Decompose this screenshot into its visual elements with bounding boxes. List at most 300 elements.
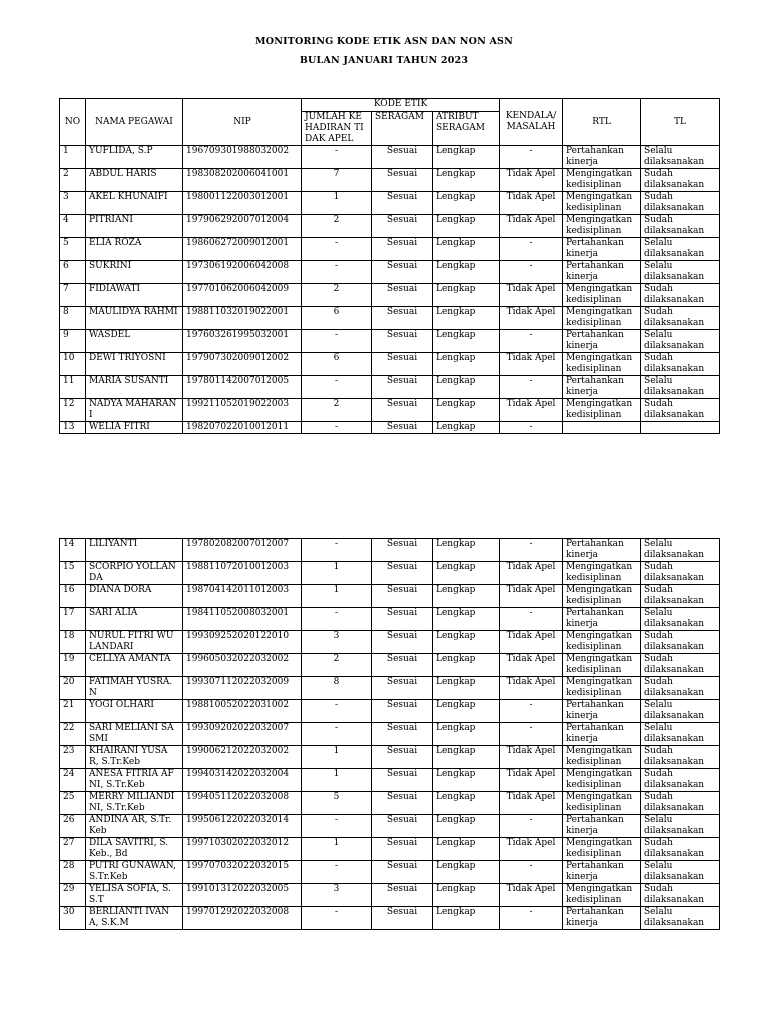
table-row — [60, 792, 720, 815]
cell-rtl: Mengingatkan kedisiplinan — [563, 654, 641, 677]
header-nama-pegawai: NAMA PEGAWAI — [86, 99, 183, 146]
cell-rtl: Pertahankan kinerja — [563, 907, 641, 930]
header-jumlah: JUMLAH KE HADIRAN TI DAK APEL — [302, 112, 372, 146]
cell-jumlah: 1 — [302, 769, 372, 792]
table-row — [60, 769, 720, 792]
cell-kendala: - — [500, 608, 563, 631]
cell-tl: Sudah dilaksanakan — [641, 585, 720, 608]
cell-seragam: Sesuai — [372, 562, 433, 585]
cell-rtl: Pertahankan kinerja — [563, 723, 641, 746]
cell-nama-pegawai: DILA SAVITRI, S. Keb., Bd — [86, 838, 183, 861]
cell-kendala: Tidak Apel — [500, 769, 563, 792]
header-atribut: ATRIBUT SERAGAM — [433, 112, 500, 146]
cell-tl: Sudah dilaksanakan — [641, 654, 720, 677]
cell-seragam: Sesuai — [372, 884, 433, 907]
cell-nama-pegawai: LILIYANTI — [86, 539, 183, 562]
cell-nip: 199605032022032002 — [183, 654, 302, 677]
cell-no: 12 — [60, 399, 86, 422]
cell-nip: 199309252020122010 — [183, 631, 302, 654]
table-body-part-1 — [60, 146, 720, 434]
cell-seragam: Sesuai — [372, 861, 433, 884]
cell-jumlah: - — [302, 238, 372, 261]
cell-seragam: Sesuai — [372, 215, 433, 238]
cell-nama-pegawai: AKEL KHUNAIFI — [86, 192, 183, 215]
cell-tl — [641, 422, 720, 434]
cell-kendala: Tidak Apel — [500, 399, 563, 422]
document-subtitle: BULAN JANUARI TAHUN 2023 — [299, 55, 469, 66]
table-row — [60, 192, 720, 215]
cell-no: 20 — [60, 677, 86, 700]
cell-nip: 199710302022032012 — [183, 838, 302, 861]
cell-atribut: Lengkap — [433, 585, 500, 608]
cell-jumlah: 1 — [302, 746, 372, 769]
cell-kendala: - — [500, 238, 563, 261]
cell-nama-pegawai: YOGI OLHARI — [86, 700, 183, 723]
cell-tl: Sudah dilaksanakan — [641, 769, 720, 792]
cell-seragam: Sesuai — [372, 261, 433, 284]
cell-nama-pegawai: PITRIANI — [86, 215, 183, 238]
table-row — [60, 238, 720, 261]
cell-jumlah: 7 — [302, 169, 372, 192]
cell-nip: 198411052008032001 — [183, 608, 302, 631]
cell-seragam: Sesuai — [372, 723, 433, 746]
cell-no: 17 — [60, 608, 86, 631]
cell-rtl: Mengingatkan kedisiplinan — [563, 838, 641, 861]
cell-seragam: Sesuai — [372, 146, 433, 169]
cell-seragam: Sesuai — [372, 838, 433, 861]
cell-atribut: Lengkap — [433, 422, 500, 434]
cell-jumlah: - — [302, 261, 372, 284]
cell-tl: Sudah dilaksanakan — [641, 399, 720, 422]
cell-kendala: Tidak Apel — [500, 192, 563, 215]
cell-seragam: Sesuai — [372, 585, 433, 608]
cell-no: 6 — [60, 261, 86, 284]
cell-rtl: Mengingatkan kedisiplinan — [563, 769, 641, 792]
cell-nama-pegawai: SUKRINI — [86, 261, 183, 284]
cell-kendala: - — [500, 261, 563, 284]
cell-tl: Selalu dilaksanakan — [641, 907, 720, 930]
cell-tl: Sudah dilaksanakan — [641, 307, 720, 330]
cell-rtl: Mengingatkan kedisiplinan — [563, 215, 641, 238]
cell-no: 13 — [60, 422, 86, 434]
cell-seragam: Sesuai — [372, 815, 433, 838]
cell-rtl: Mengingatkan kedisiplinan — [563, 792, 641, 815]
cell-nama-pegawai: WELIA FITRI — [86, 422, 183, 434]
cell-kendala: Tidak Apel — [500, 746, 563, 769]
cell-jumlah: 8 — [302, 677, 372, 700]
cell-jumlah: 5 — [302, 792, 372, 815]
cell-rtl: Mengingatkan kedisiplinan — [563, 562, 641, 585]
cell-rtl: Mengingatkan kedisiplinan — [563, 169, 641, 192]
cell-atribut: Lengkap — [433, 399, 500, 422]
cell-jumlah: - — [302, 723, 372, 746]
cell-seragam: Sesuai — [372, 169, 433, 192]
cell-tl: Sudah dilaksanakan — [641, 169, 720, 192]
cell-kendala: - — [500, 700, 563, 723]
cell-nama-pegawai: MARIA SUSANTI — [86, 376, 183, 399]
cell-atribut: Lengkap — [433, 330, 500, 353]
cell-nama-pegawai: CELLYA AMANTA — [86, 654, 183, 677]
cell-nama-pegawai: NADYA MAHARAN I — [86, 399, 183, 422]
cell-jumlah: 2 — [302, 215, 372, 238]
cell-nip: 199211052019022003 — [183, 399, 302, 422]
cell-nama-pegawai: ABDUL HARIS — [86, 169, 183, 192]
table-row — [60, 838, 720, 861]
cell-atribut: Lengkap — [433, 608, 500, 631]
cell-kendala: - — [500, 907, 563, 930]
cell-atribut: Lengkap — [433, 562, 500, 585]
cell-nip: 197907302009012002 — [183, 353, 302, 376]
cell-atribut: Lengkap — [433, 815, 500, 838]
cell-nama-pegawai: WASDEL — [86, 330, 183, 353]
cell-nama-pegawai: SARI MELIANI SA SMI — [86, 723, 183, 746]
cell-seragam: Sesuai — [372, 769, 433, 792]
cell-rtl: Mengingatkan kedisiplinan — [563, 746, 641, 769]
cell-kendala: Tidak Apel — [500, 677, 563, 700]
cell-no: 8 — [60, 307, 86, 330]
cell-no: 2 — [60, 169, 86, 192]
cell-tl: Selalu dilaksanakan — [641, 376, 720, 399]
cell-nama-pegawai: ANESA FITRIA AF NI, S.Tr.Keb — [86, 769, 183, 792]
cell-rtl: Mengingatkan kedisiplinan — [563, 284, 641, 307]
cell-jumlah: 1 — [302, 192, 372, 215]
cell-tl: Selalu dilaksanakan — [641, 330, 720, 353]
cell-no: 27 — [60, 838, 86, 861]
cell-jumlah: - — [302, 861, 372, 884]
cell-rtl: Pertahankan kinerja — [563, 539, 641, 562]
header-kode-etik: KODE ETIK — [302, 99, 500, 112]
cell-nama-pegawai: DIANA DORA — [86, 585, 183, 608]
cell-no: 10 — [60, 353, 86, 376]
cell-tl: Sudah dilaksanakan — [641, 562, 720, 585]
cell-tl: Sudah dilaksanakan — [641, 746, 720, 769]
cell-tl: Sudah dilaksanakan — [641, 215, 720, 238]
cell-jumlah: - — [302, 330, 372, 353]
table-row — [60, 631, 720, 654]
cell-rtl: Mengingatkan kedisiplinan — [563, 307, 641, 330]
cell-no: 5 — [60, 238, 86, 261]
cell-nip: 199006212022032002 — [183, 746, 302, 769]
cell-rtl: Mengingatkan kedisiplinan — [563, 353, 641, 376]
cell-nip: 199403142022032004 — [183, 769, 302, 792]
cell-tl: Sudah dilaksanakan — [641, 884, 720, 907]
cell-atribut: Lengkap — [433, 746, 500, 769]
cell-kendala: Tidak Apel — [500, 631, 563, 654]
cell-nama-pegawai: FATIMAH YUSRA. N — [86, 677, 183, 700]
cell-rtl: Mengingatkan kedisiplinan — [563, 677, 641, 700]
cell-nama-pegawai: ANDINA AR, S.Tr. Keb — [86, 815, 183, 838]
monitoring-table-part-2 — [59, 538, 720, 930]
cell-seragam: Sesuai — [372, 792, 433, 815]
cell-atribut: Lengkap — [433, 146, 500, 169]
table-row — [60, 422, 720, 434]
cell-nama-pegawai: DEWI TRIYOSNI — [86, 353, 183, 376]
cell-nip: 198810052022031002 — [183, 700, 302, 723]
document-title: MONITORING KODE ETIK ASN DAN NON ASN — [255, 36, 513, 47]
cell-atribut: Lengkap — [433, 769, 500, 792]
cell-kendala: - — [500, 330, 563, 353]
cell-jumlah: 1 — [302, 562, 372, 585]
cell-kendala: Tidak Apel — [500, 215, 563, 238]
cell-kendala: - — [500, 861, 563, 884]
cell-no: 18 — [60, 631, 86, 654]
cell-seragam: Sesuai — [372, 284, 433, 307]
cell-rtl: Pertahankan kinerja — [563, 261, 641, 284]
header-tl: TL — [641, 99, 720, 146]
cell-tl: Selalu dilaksanakan — [641, 146, 720, 169]
cell-no: 4 — [60, 215, 86, 238]
cell-seragam: Sesuai — [372, 700, 433, 723]
cell-tl: Sudah dilaksanakan — [641, 631, 720, 654]
cell-nip: 198606272009012001 — [183, 238, 302, 261]
cell-nip: 198308202006041001 — [183, 169, 302, 192]
cell-jumlah: - — [302, 146, 372, 169]
table-row — [60, 146, 720, 169]
cell-atribut: Lengkap — [433, 631, 500, 654]
cell-jumlah: 2 — [302, 284, 372, 307]
cell-atribut: Lengkap — [433, 261, 500, 284]
table-row — [60, 261, 720, 284]
cell-atribut: Lengkap — [433, 677, 500, 700]
cell-atribut: Lengkap — [433, 307, 500, 330]
cell-tl: Sudah dilaksanakan — [641, 192, 720, 215]
table-row — [60, 723, 720, 746]
cell-no: 26 — [60, 815, 86, 838]
cell-kendala: - — [500, 422, 563, 434]
cell-tl: Selalu dilaksanakan — [641, 238, 720, 261]
cell-nip: 199307112022032009 — [183, 677, 302, 700]
cell-seragam: Sesuai — [372, 654, 433, 677]
cell-nip: 198811032019022001 — [183, 307, 302, 330]
cell-nip: 199701292022032008 — [183, 907, 302, 930]
cell-jumlah: 6 — [302, 307, 372, 330]
cell-jumlah: - — [302, 608, 372, 631]
table-row — [60, 861, 720, 884]
table-row — [60, 307, 720, 330]
table-row — [60, 654, 720, 677]
cell-rtl: Mengingatkan kedisiplinan — [563, 631, 641, 654]
cell-seragam: Sesuai — [372, 608, 433, 631]
header-nip: NIP — [183, 99, 302, 146]
cell-tl: Selalu dilaksanakan — [641, 861, 720, 884]
cell-seragam: Sesuai — [372, 353, 433, 376]
cell-tl: Selalu dilaksanakan — [641, 815, 720, 838]
table-row — [60, 585, 720, 608]
cell-nip: 199405112022032008 — [183, 792, 302, 815]
cell-no: 15 — [60, 562, 86, 585]
cell-atribut: Lengkap — [433, 654, 500, 677]
cell-kendala: Tidak Apel — [500, 884, 563, 907]
cell-jumlah: - — [302, 376, 372, 399]
cell-atribut: Lengkap — [433, 192, 500, 215]
cell-seragam: Sesuai — [372, 330, 433, 353]
cell-nip: 197306192006042008 — [183, 261, 302, 284]
cell-nip: 198811072010012003 — [183, 562, 302, 585]
cell-nip: 197603261995032001 — [183, 330, 302, 353]
table-row — [60, 815, 720, 838]
cell-kendala: Tidak Apel — [500, 792, 563, 815]
table-row — [60, 608, 720, 631]
cell-nama-pegawai: MERRY MILIANDI NI, S.Tr.Keb — [86, 792, 183, 815]
cell-nip: 199309202022032007 — [183, 723, 302, 746]
cell-jumlah: 6 — [302, 353, 372, 376]
cell-atribut: Lengkap — [433, 861, 500, 884]
cell-nama-pegawai: FIDIAWATI — [86, 284, 183, 307]
cell-rtl: Mengingatkan kedisiplinan — [563, 399, 641, 422]
cell-rtl: Pertahankan kinerja — [563, 700, 641, 723]
cell-rtl: Pertahankan kinerja — [563, 376, 641, 399]
header-kendala: KENDALA/ MASALAH — [500, 99, 563, 146]
table-row — [60, 884, 720, 907]
cell-seragam: Sesuai — [372, 907, 433, 930]
cell-nama-pegawai: ELIA ROZA — [86, 238, 183, 261]
cell-no: 3 — [60, 192, 86, 215]
cell-atribut: Lengkap — [433, 723, 500, 746]
cell-tl: Selalu dilaksanakan — [641, 539, 720, 562]
header-no: NO — [60, 99, 86, 146]
cell-kendala: - — [500, 815, 563, 838]
cell-no: 22 — [60, 723, 86, 746]
cell-jumlah: 1 — [302, 585, 372, 608]
cell-jumlah: 2 — [302, 654, 372, 677]
cell-jumlah: - — [302, 422, 372, 434]
cell-nama-pegawai: YUFLIDA, S.P — [86, 146, 183, 169]
cell-atribut: Lengkap — [433, 838, 500, 861]
cell-rtl: Pertahankan kinerja — [563, 815, 641, 838]
table-row — [60, 562, 720, 585]
cell-seragam: Sesuai — [372, 376, 433, 399]
cell-no: 30 — [60, 907, 86, 930]
cell-rtl: Pertahankan kinerja — [563, 608, 641, 631]
table-row — [60, 169, 720, 192]
table-row — [60, 907, 720, 930]
cell-kendala: - — [500, 723, 563, 746]
cell-seragam: Sesuai — [372, 631, 433, 654]
cell-rtl: Pertahankan kinerja — [563, 330, 641, 353]
cell-rtl: Mengingatkan kedisiplinan — [563, 585, 641, 608]
cell-jumlah: - — [302, 907, 372, 930]
cell-rtl: Mengingatkan kedisiplinan — [563, 884, 641, 907]
cell-jumlah: 3 — [302, 884, 372, 907]
cell-seragam: Sesuai — [372, 746, 433, 769]
cell-rtl — [563, 422, 641, 434]
cell-seragam: Sesuai — [372, 307, 433, 330]
table-row — [60, 399, 720, 422]
cell-no: 7 — [60, 284, 86, 307]
cell-atribut: Lengkap — [433, 353, 500, 376]
cell-rtl: Pertahankan kinerja — [563, 861, 641, 884]
cell-kendala: Tidak Apel — [500, 585, 563, 608]
cell-nip: 197801142007012005 — [183, 376, 302, 399]
cell-nip: 199101312022032005 — [183, 884, 302, 907]
cell-seragam: Sesuai — [372, 677, 433, 700]
cell-seragam: Sesuai — [372, 422, 433, 434]
table-row — [60, 700, 720, 723]
cell-kendala: Tidak Apel — [500, 307, 563, 330]
cell-no: 25 — [60, 792, 86, 815]
cell-atribut: Lengkap — [433, 169, 500, 192]
cell-kendala: - — [500, 146, 563, 169]
cell-kendala: Tidak Apel — [500, 284, 563, 307]
cell-seragam: Sesuai — [372, 539, 433, 562]
cell-atribut: Lengkap — [433, 238, 500, 261]
cell-jumlah: - — [302, 539, 372, 562]
cell-jumlah: 3 — [302, 631, 372, 654]
table-row — [60, 677, 720, 700]
cell-tl: Sudah dilaksanakan — [641, 838, 720, 861]
cell-seragam: Sesuai — [372, 238, 433, 261]
cell-nama-pegawai: BERLIANTI IVAN A, S.K.M — [86, 907, 183, 930]
cell-atribut: Lengkap — [433, 792, 500, 815]
cell-jumlah: - — [302, 815, 372, 838]
table-row — [60, 215, 720, 238]
cell-seragam: Sesuai — [372, 192, 433, 215]
cell-jumlah: - — [302, 700, 372, 723]
table-row — [60, 376, 720, 399]
table-row — [60, 746, 720, 769]
cell-nip: 197701062006042009 — [183, 284, 302, 307]
cell-tl: Sudah dilaksanakan — [641, 353, 720, 376]
cell-nip: 196709301988032002 — [183, 146, 302, 169]
cell-atribut: Lengkap — [433, 884, 500, 907]
cell-atribut: Lengkap — [433, 700, 500, 723]
cell-nama-pegawai: PUTRI GUNAWAN, S.Tr.Keb — [86, 861, 183, 884]
cell-nama-pegawai: YELISA SOFIA, S. S.T — [86, 884, 183, 907]
cell-rtl: Mengingatkan kedisiplinan — [563, 192, 641, 215]
cell-no: 19 — [60, 654, 86, 677]
cell-tl: Selalu dilaksanakan — [641, 700, 720, 723]
cell-kendala: - — [500, 376, 563, 399]
cell-no: 11 — [60, 376, 86, 399]
cell-tl: Sudah dilaksanakan — [641, 677, 720, 700]
cell-atribut: Lengkap — [433, 376, 500, 399]
cell-kendala: Tidak Apel — [500, 353, 563, 376]
cell-nama-pegawai: SCORPIO YOLLAN DA — [86, 562, 183, 585]
cell-no: 14 — [60, 539, 86, 562]
header-rtl: RTL — [563, 99, 641, 146]
cell-jumlah: 2 — [302, 399, 372, 422]
cell-tl: Selalu dilaksanakan — [641, 608, 720, 631]
cell-no: 28 — [60, 861, 86, 884]
cell-nip: 198001122003012001 — [183, 192, 302, 215]
cell-nama-pegawai: KHAIRANI YUSA R, S.Tr.Keb — [86, 746, 183, 769]
cell-no: 1 — [60, 146, 86, 169]
cell-kendala: Tidak Apel — [500, 654, 563, 677]
cell-kendala: Tidak Apel — [500, 838, 563, 861]
cell-no: 16 — [60, 585, 86, 608]
cell-rtl: Pertahankan kinerja — [563, 146, 641, 169]
monitoring-table-part-1 — [59, 98, 720, 434]
cell-nip: 197802082007012007 — [183, 539, 302, 562]
cell-tl: Selalu dilaksanakan — [641, 261, 720, 284]
table-row — [60, 284, 720, 307]
cell-no: 29 — [60, 884, 86, 907]
cell-seragam: Sesuai — [372, 399, 433, 422]
table-row — [60, 330, 720, 353]
cell-kendala: Tidak Apel — [500, 169, 563, 192]
cell-kendala: - — [500, 539, 563, 562]
cell-nip: 197906292007012004 — [183, 215, 302, 238]
cell-nama-pegawai: NURUL FITRI WU LANDARI — [86, 631, 183, 654]
cell-nip: 199506122022032014 — [183, 815, 302, 838]
cell-tl: Selalu dilaksanakan — [641, 723, 720, 746]
cell-nama-pegawai: MAULIDYA RAHMI — [86, 307, 183, 330]
cell-no: 9 — [60, 330, 86, 353]
cell-atribut: Lengkap — [433, 215, 500, 238]
cell-atribut: Lengkap — [433, 907, 500, 930]
cell-nip: 198207022010012011 — [183, 422, 302, 434]
cell-tl: Sudah dilaksanakan — [641, 284, 720, 307]
